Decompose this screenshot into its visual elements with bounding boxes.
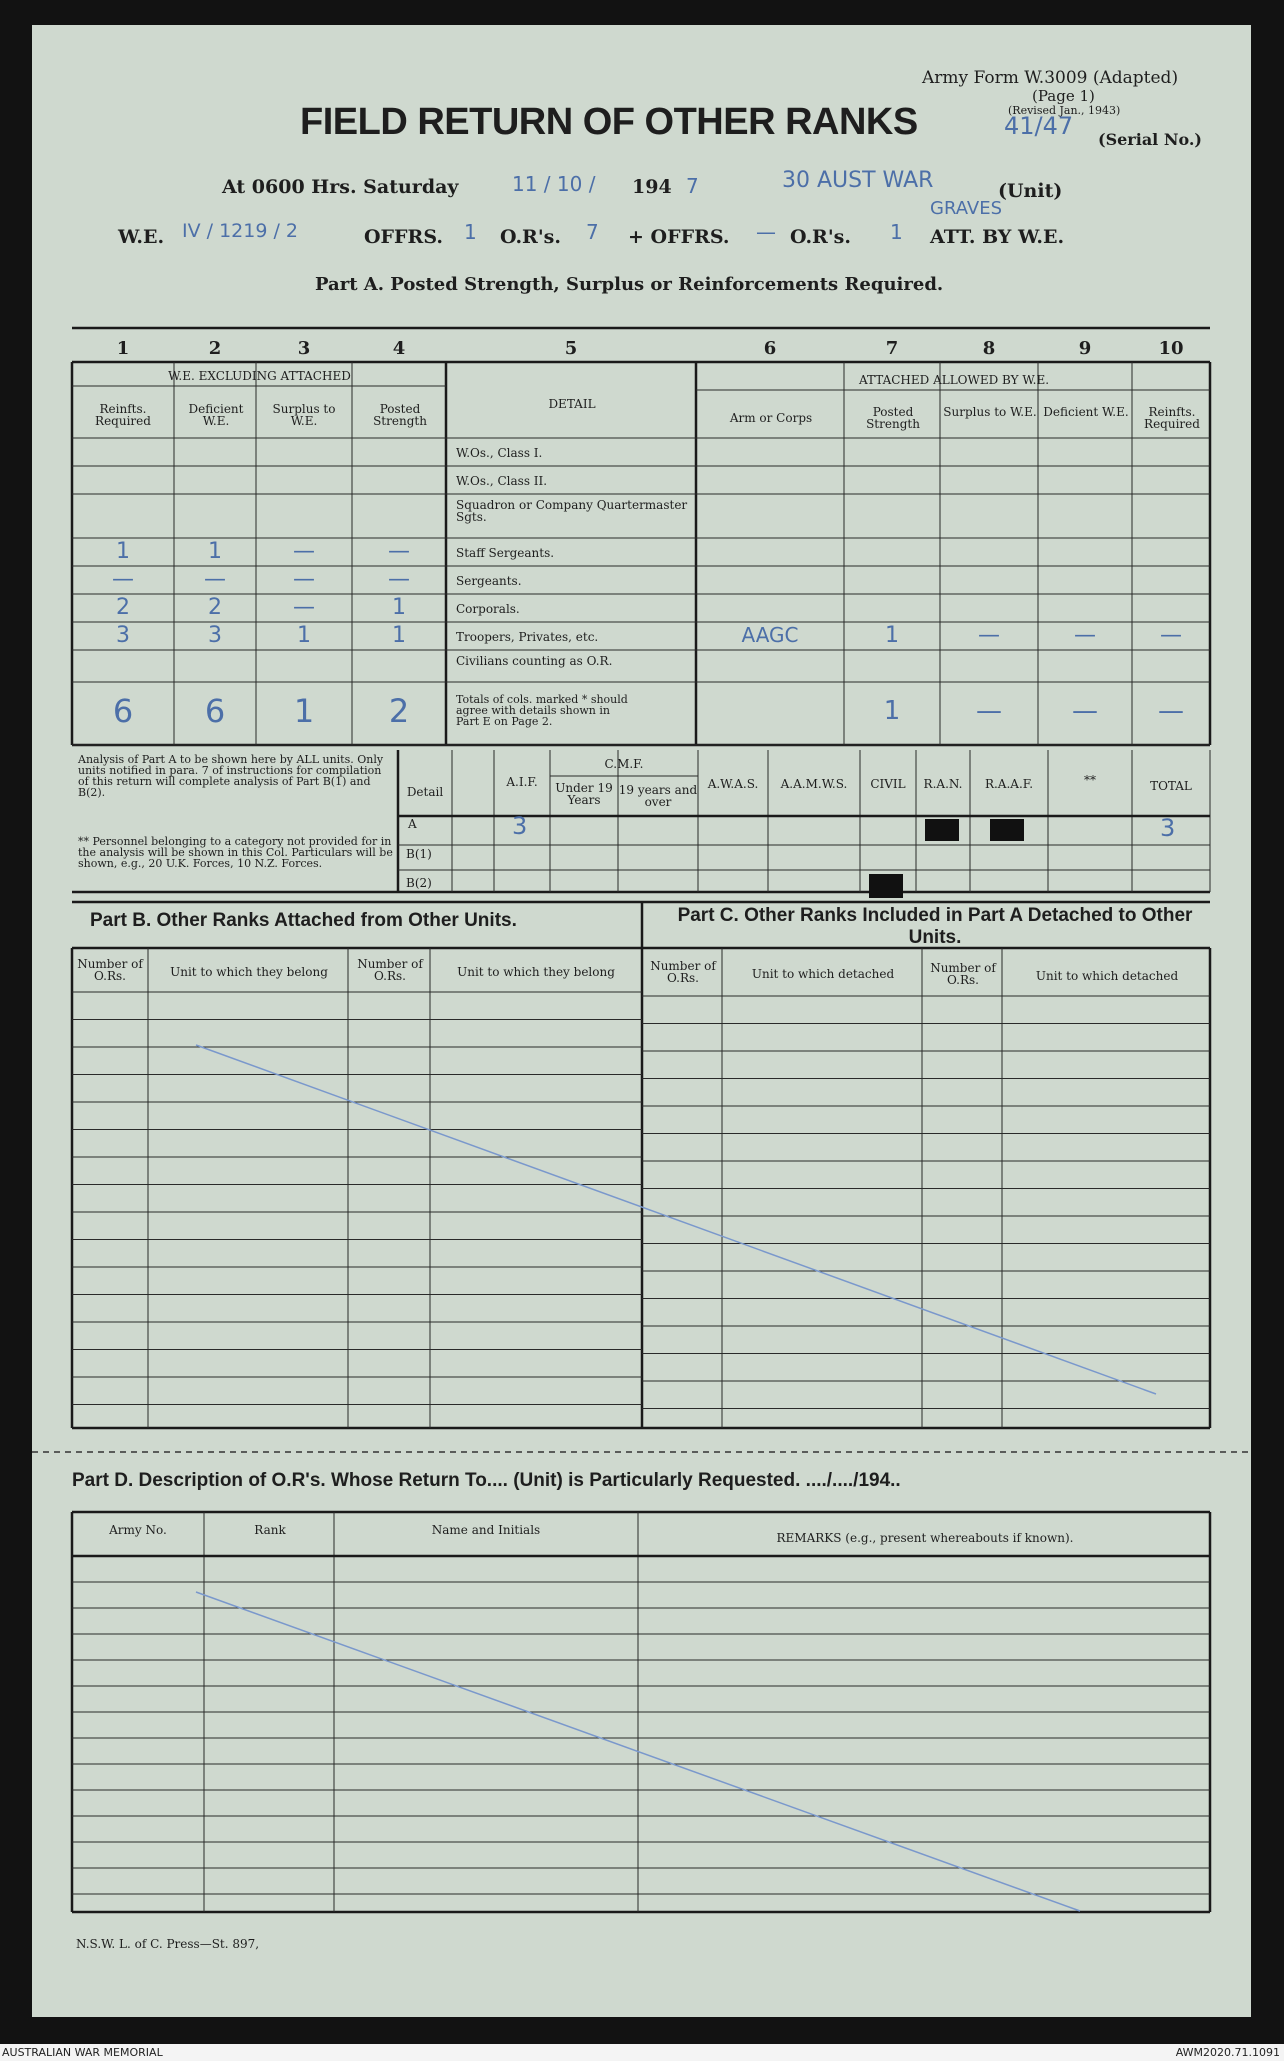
attached-cell-value: — [978,623,1000,648]
column-number-7: 7 [885,338,899,359]
offrs-label: OFFRS. [364,226,443,248]
detail-label: Squadron or Company Quartermaster Sgts. [456,498,688,524]
ors-label: O.R's. [500,226,561,248]
analysis-head: Detail [406,785,444,799]
cell-value: — [293,567,315,592]
column-number-6: 6 [763,338,777,359]
head-reinfts-required: Reinfts. Required [95,402,151,428]
form-title: FIELD RETURN OF OTHER RANKS [300,101,918,143]
cell-value: 1 [208,539,222,564]
unit-label: (Unit) [998,180,1063,202]
unit-value: 30 AUST WAR [782,168,934,193]
part-b-head-unit-1: Unit to which they belong [170,965,328,979]
detail-label: Civilians counting as O.R. [456,654,613,668]
part-c-head-number-2: Number of O.Rs. [930,961,996,987]
part-d-head-rank: Rank [254,1523,286,1537]
analysis-head: R.A.A.F. [984,777,1034,791]
head-detail: DETAIL [548,397,596,411]
cell-value: — [204,567,226,592]
attached-total-value: 1 [883,696,901,726]
serial-number-value: 41/47 [1004,112,1074,140]
archive-reference: AWM2020.71.1091 [1175,2046,1280,2059]
analysis-head: A.A.M.W.S. [780,777,848,791]
detail-label: W.Os., Class II. [456,474,548,488]
part-b-title: Part B. Other Ranks Attached from Other Units. [90,910,517,931]
cell-value: 3 [208,623,222,648]
part-b-head-number-2: Number of O.Rs. [357,957,423,983]
analysis-row-b1: B(1) [406,847,432,861]
analysis-head: A.W.A.S. [707,777,759,791]
detail-label: W.Os., Class I. [456,446,543,460]
cell-value: 1 [392,595,406,620]
part-d-title: Part D. Description of O.R's. Whose Return To.... (Unit) is Particularly Requested. ..../..../194.. [72,1470,901,1491]
archive-name: AUSTRALIAN WAR MEMORIAL [2,2046,163,2059]
total-value: 2 [388,692,410,730]
cell-value: 1 [297,623,311,648]
cell-value: — [112,567,134,592]
analysis-row-a: A [408,817,417,831]
group-attached-allowed: ATTACHED ALLOWED BY W.E. [858,373,1050,387]
analysis-head: C.M.F. [604,757,644,771]
part-c-head-unit-2: Unit to which detached [1035,969,1179,983]
analysis-aif-a-value: 3 [512,812,528,840]
head-posted-strength: Posted Strength [373,402,427,428]
head-surplus-att: Surplus to W.E. [943,405,1037,419]
column-number-5: 5 [564,338,578,359]
cell-value: 2 [208,595,222,620]
column-number-3: 3 [297,338,311,359]
cell-value: — [293,539,315,564]
column-number-8: 8 [982,338,996,359]
total-value: 6 [112,692,134,730]
unit-value-line2: GRAVES [930,198,1002,219]
cell-value: 1 [116,539,130,564]
analysis-head: R.A.N. [923,777,963,791]
analysis-total-a-value: 3 [1160,814,1176,842]
cell-value: 1 [392,623,406,648]
blocked-cell-ran [925,819,959,841]
column-number-10: 10 [1158,338,1184,359]
analysis-row-b2: B(2) [406,876,432,890]
column-number-9: 9 [1078,338,1092,359]
serial-label: (Serial No.) [1098,130,1202,149]
part-d-head-army-no: Army No. [109,1523,167,1537]
head-deficient-att: Deficient W.E. [1043,405,1129,419]
analysis-head: CIVIL [870,777,906,791]
analysis-head: Under 19 Years [555,781,613,807]
attached-cell-value: — [1160,623,1182,648]
head-deficient-we: Deficient W.E. [188,402,244,428]
detail-label: Troopers, Privates, etc. [456,630,599,644]
attached-total-value: — [976,696,1002,726]
ors2-label: O.R's. [790,226,851,248]
attached-cell-value: AAGC [741,623,799,647]
attached-total-value: — [1072,696,1098,726]
time-day-label: At 0600 Hrs. Saturday [222,176,459,198]
attached-cell-value: — [1074,623,1096,648]
attached-total-value: — [1158,696,1184,726]
part-c-head-number-1: Number of O.Rs. [650,959,716,985]
ors2-value: 1 [890,220,903,244]
head-posted-strength-att: Posted Strength [866,405,920,431]
part-b-head-number-1: Number of O.Rs. [77,957,143,983]
head-arm-or-corps: Arm or Corps [729,411,813,425]
year-value: 7 [686,174,699,198]
analysis-head: TOTAL [1150,779,1192,793]
year-prefix: 194 [632,176,672,198]
plus-offrs-label: + OFFRS. [628,226,730,248]
analysis-head: 19 years and over [618,783,698,809]
cell-value: — [293,595,315,620]
group-we-excluding-attached: W.E. EXCLUDING ATTACHED [168,369,351,383]
attached-cell-value: 1 [885,623,899,648]
cell-value: 2 [116,595,130,620]
head-reinfts-att: Reinfts. Required [1144,405,1200,431]
ors-value: 7 [586,220,599,244]
blocked-cell-civil [869,874,903,898]
att-by-we-label: ATT. BY W.E. [930,226,1065,248]
blocked-cell-raaf [990,819,1024,841]
printer-imprint: N.S.W. L. of C. Press—St. 897, [76,1937,260,1951]
we-label: W.E. [118,226,165,248]
form-number: Army Form W.3009 (Adapted) [922,68,1179,88]
totals-note: Totals of cols. marked * should agree with details shown in Part E on Page 2. [456,693,628,728]
cell-value: 3 [116,623,130,648]
we-value: IV / 1219 / 2 [182,220,299,242]
part-c-title: Part C. Other Ranks Included in Part A Detached to Other Units. [677,905,1193,948]
head-surplus-to-we: Surplus to W.E. [272,402,336,428]
part-c-head-unit-1: Unit to which detached [751,967,895,981]
analysis-note: Analysis of Part A to be shown here by ALL units. Only units notified in para. 7 of instructions for compilation of this return will complete analysis of Part B(1) and B(2). [78,753,384,799]
column-number-2: 2 [208,338,222,359]
detail-label: Sergeants. [456,574,522,588]
detail-label: Corporals. [456,602,520,616]
archive-footer [0,2044,1284,2061]
part-d-head-remarks: REMARKS (e.g., present whereabouts if known). [776,1531,1074,1545]
total-value: 1 [293,692,315,730]
column-number-1: 1 [116,338,130,359]
offrs-value: 1 [464,220,477,244]
revised-date: (Revised Jan., 1943) [1008,104,1121,117]
analysis-head: A.I.F. [506,775,538,789]
part-b-head-unit-2: Unit to which they belong [457,965,615,979]
cell-value: — [388,539,410,564]
analysis-note-other: ** Personnel belonging to a category not provided for in the analysis will be shown in this Col. Particulars will be shown, e.g., 20 U.K. Forces, 10 N.Z. Forces. [78,835,393,870]
page-number: (Page 1) [1032,87,1095,105]
detail-label: Staff Sergeants. [456,546,555,560]
part-a-title: Part A. Posted Strength, Surplus or Reinforcements Required. [315,274,944,295]
plus-offrs-value: — [756,220,776,244]
date-value: 11 / 10 / [512,172,596,196]
column-number-4: 4 [392,338,406,359]
cell-value: — [388,567,410,592]
part-d-head-name: Name and Initials [431,1523,541,1537]
total-value: 6 [204,692,226,730]
analysis-head: ** [1084,773,1096,787]
